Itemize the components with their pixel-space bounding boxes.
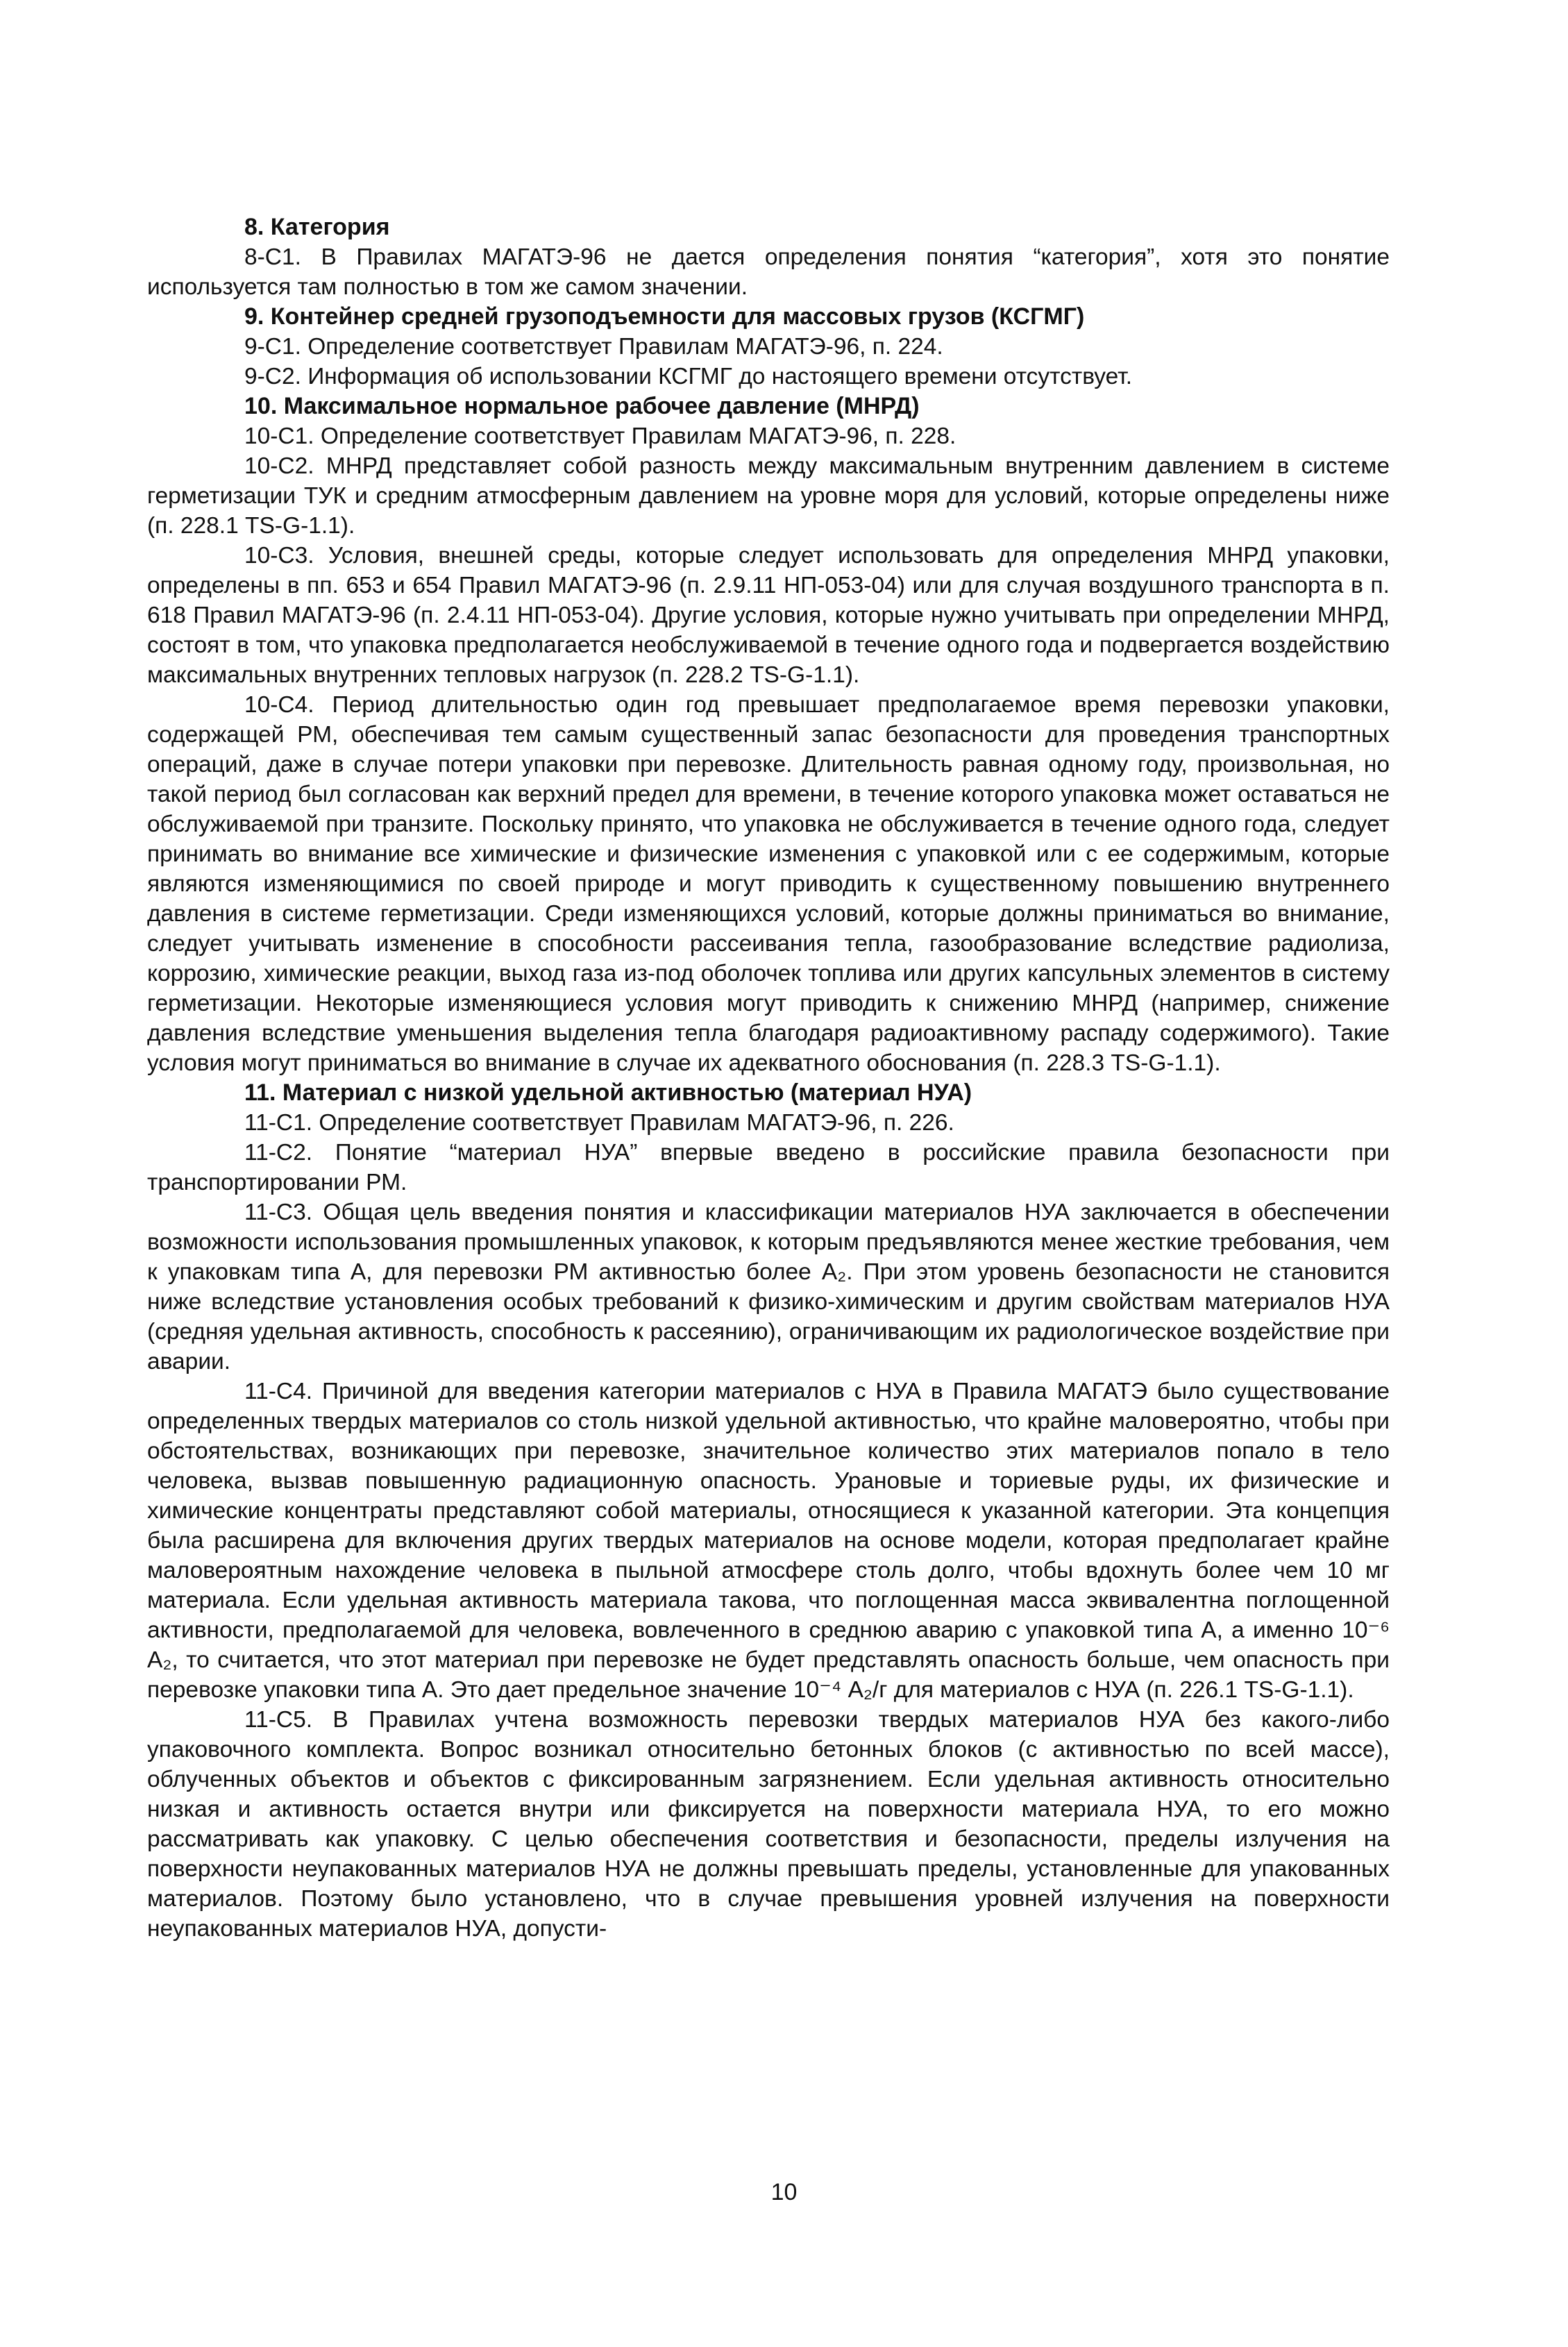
document-body bbox=[147, 212, 1390, 1944]
section-heading-10: 10. Максимальное нормальное рабочее давление (МНРД) bbox=[244, 393, 920, 419]
paragraph-11-c5: 11-С5. В Правилах учтена возможность перевозки твердых материалов НУА без какого-либо упаковочного комплекта. Вопрос возникал относительно бетонных блоков (с активностью по всей массе), облученных объектов и объектов с фиксированным загрязнением. Если удельная активность относительно низкая и активность остается внутри или фиксируется на поверхности материала НУА, то его можно рассматривать как упаковку. С целью обеспечения соответствия и безопасности, пределы излучения на поверхности неупакованных материалов НУА не должны превышать пределы, установленные для упакованных материалов. Поэтому было установлено, что в случае превышения уровней излучения на поверхности неупакованных материалов НУА, допусти- bbox=[147, 1707, 1390, 1942]
section-heading-8: 8. Категория bbox=[244, 214, 390, 240]
paragraph-9-c2: 9-С2. Информация об использовании КСГМГ до настоящего времени отсутствует. bbox=[244, 364, 1133, 389]
section-heading-11: 11. Материал с низкой удельной активностью (материал НУА) bbox=[244, 1079, 972, 1106]
paragraph-9-c1: 9-С1. Определение соответствует Правилам МАГАТЭ-96, п. 224. bbox=[244, 334, 943, 360]
paragraph-11-c2: 11-С2. Понятие “материал НУА” впервые введено в российские правила безопасности при транспортировании РМ. bbox=[147, 1140, 1390, 1195]
paragraph-11-c1: 11-С1. Определение соответствует Правилам МАГАТЭ-96, п. 226. bbox=[244, 1110, 954, 1136]
section-heading-9: 9. Контейнер средней грузоподъемности для массовых грузов (КСГМГ) bbox=[244, 303, 1085, 330]
document-page bbox=[147, 212, 1390, 1944]
paragraph-11-c3: 11-С3. Общая цель введения понятия и классификации материалов НУА заключается в обеспечении возможности использования промышленных упаковок, к которым предъявляются менее жесткие требования, чем к упаковкам типа А, для перевозки РМ активностью более A₂. При этом уровень безопасности не становится ниже вследствие установления особых требований к физико-химическим и другим свойствам материалов НУА (средняя удельная активность, способность к рассеянию), ограничивающим их радиологическое воздействие при аварии. bbox=[147, 1200, 1390, 1374]
paragraph-10-c3: 10-С3. Условия, внешней среды, которые следует использовать для определения МНРД упаковки, определены в пп. 653 и 654 Правил МАГАТЭ-96 (п. 2.9.11 НП-053-04) или для случая воздушного транспорта в п. 618 Правил МАГАТЭ-96 (п. 2.4.11 НП-053-04). Другие условия, которые нужно учитывать при определении МНРД, состоят в том, что упаковка предполагается необслуживаемой в течение одного года и подвергается воздействию максимальных внутренних тепловых нагрузок (п. 228.2 TS-G-1.1). bbox=[147, 543, 1390, 688]
paragraph-10-c4: 10-С4. Период длительностью один год превышает предполагаемое время перевозки упаковки, содержащей РМ, обеспечивая тем самым существенный запас безопасности для проведения транспортных операций, даже в случае потери упаковки при перевозке. Длительность равная одному году, произвольная, но такой период был согласован как верхний предел для времени, в течение которого упаковка может оставаться не обслуживаемой при транзите. Поскольку принято, что упаковка не обслуживается в течение одного года, следует принимать во внимание все химические и физические изменения с упаковкой или с ее содержимым, которые являются изменяющимися по своей природе и могут приводить к существенному повышению внутреннего давления в системе герметизации. Среди изменяющихся условий, которые должны приниматься во внимание, следует учитывать изменение в способности рассеивания тепла, газообразование вследствие радиолиза, коррозию, химические реакции, выход газа из-под оболочек топлива или других капсульных элементов в систему герметизации. Некоторые изменяющиеся условия могут приводить к снижению МНРД (например, снижение давления вследствие уменьшения выделения тепла благодаря радиоактивному распаду содержимого). Такие условия могут приниматься во внимание в случае их адекватного обоснования (п. 228.3 TS-G-1.1). bbox=[147, 692, 1390, 1076]
page-number: 10 bbox=[770, 2179, 798, 2205]
paragraph-10-c2: 10-С2. МНРД представляет собой разность между максимальным внутренним давлением в системе герметизации ТУК и средним атмосферным давлением на уровне моря для условий, которые определены ниже (п. 228.1 TS-G-1.1). bbox=[147, 453, 1390, 539]
paragraph-11-c4: 11-С4. Причиной для введения категории материалов с НУА в Правила МАГАТЭ было существование определенных твердых материалов со столь низкой удельной активностью, что крайне маловероятно, чтобы при обстоятельствах, возникающих при перевозке, значительное количество этих материалов попало в тело человека, вызвав повышенную радиационную опасность. Урановые и ториевые руды, их физические и химические концентраты представляют собой материалы, относящиеся к указанной категории. Эта концепция была расширена для включения других твердых материалов на основе модели, которая предполагает крайне маловероятным нахождение человека в пыльной атмосфере столь долго, чтобы вдохнуть более чем 10 мг материала. Если удельная активность материала такова, что поглощенная масса эквивалентна поглощенной активности, предполагаемой для человека, вовлеченного в среднюю аварию с упаковкой типа А, а именно 10⁻⁶ A₂, то считается, что этот материал при перевозке не будет представлять опасность больше, чем опасность при перевозке упаковки типа А. Это дает предельное значение 10⁻⁴ A₂/г для материалов с НУА (п. 226.1 TS-G-1.1). bbox=[147, 1379, 1390, 1703]
paragraph-8-c1: 8-С1. В Правилах МАГАТЭ-96 не дается определения понятия “категория”, хотя это понятие используется там полностью в том же самом значении. bbox=[147, 244, 1390, 300]
paragraph-10-c1: 10-С1. Определение соответствует Правилам МАГАТЭ-96, п. 228. bbox=[244, 423, 956, 449]
